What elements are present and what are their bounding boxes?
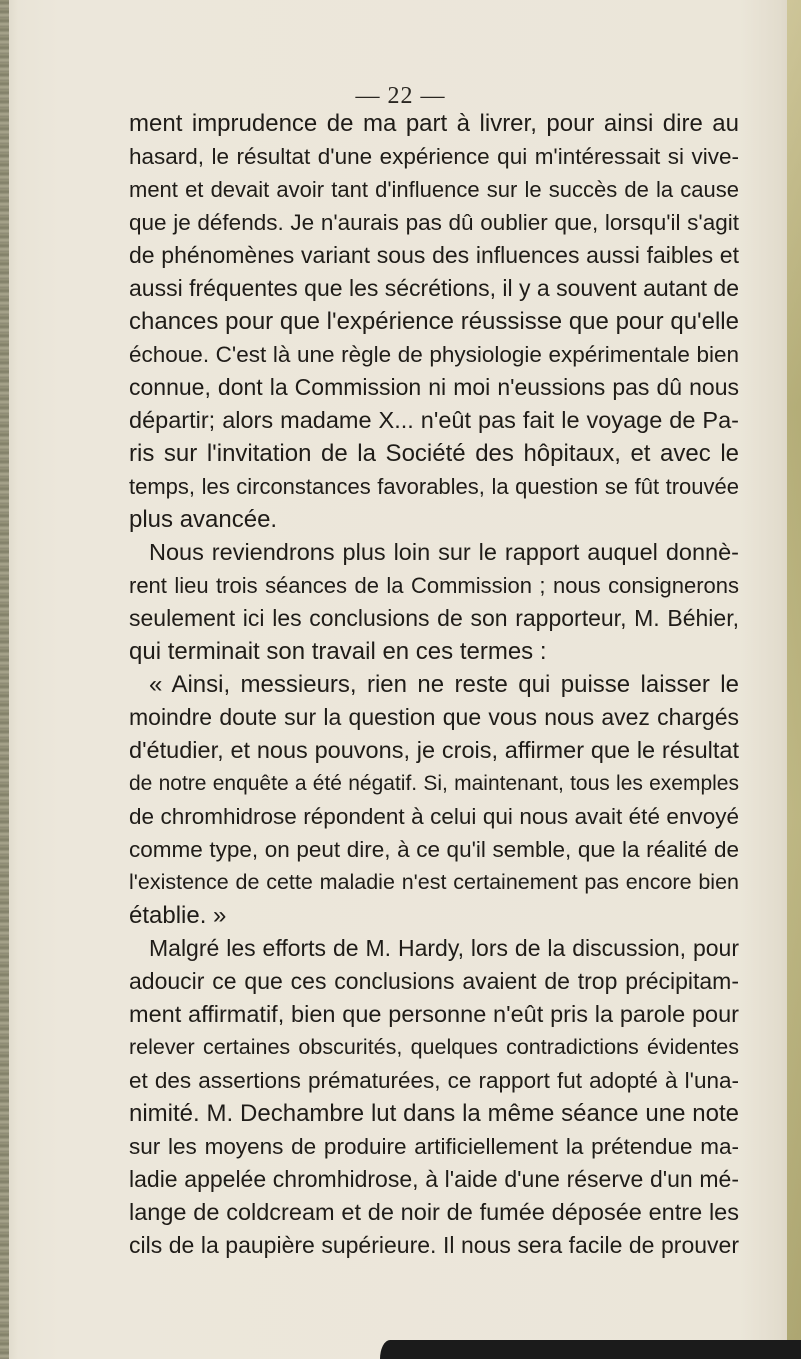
text-line: lange de coldcream et de noir de fumée déposée entre les [129, 1199, 739, 1225]
body-text [129, 107, 739, 1262]
text-line: rent lieu trois séances de la Commission ; nous consignerons [129, 573, 739, 598]
text-line: sur les moyens de produire artificiellement la prétendue ma- [129, 1134, 739, 1159]
text-line: ris sur l'invitation de la Société des hôpitaux, et avec le [129, 440, 739, 467]
text-line: échoue. C'est là une règle de physiologie expérimentale bien [129, 342, 739, 367]
text-line: l'existence de cette maladie n'est certainement pas encore bien [129, 870, 739, 894]
text-line: adoucir ce que ces conclusions avaient de trop précipitam- [129, 968, 739, 994]
text-line: temps, les circonstances favorables, la question se fût trouvée [129, 474, 739, 499]
text-line: « Ainsi, messieurs, rien ne reste qui puisse laisser le [149, 671, 739, 698]
text-line: et des assertions prématurées, ce rapport fut adopté à l'una- [129, 1068, 739, 1093]
text-line: Malgré les efforts de M. Hardy, lors de la discussion, pour [149, 935, 739, 961]
text-line: seulement ici les conclusions de son rapporteur, M. Béhier, [129, 605, 739, 631]
text-line: ment affirmatif, bien que personne n'eût pris la parole pour [129, 1001, 739, 1027]
page-number: — 22 — [355, 83, 446, 109]
text-line: aussi fréquentes que les sécrétions, il y a souvent autant de [129, 275, 739, 301]
text-line: que je défends. Je n'aurais pas dû oublier que, lorsqu'il s'agit [129, 210, 739, 235]
text-line: relever certaines obscurités, quelques contradictions évidentes [129, 1035, 739, 1059]
text-line: de notre enquête a été négatif. Si, maintenant, tous les exemples [129, 772, 739, 795]
text-line: comme type, on peut dire, à ce qu'il semble, que la réalité de [129, 837, 739, 862]
page-left-edge [0, 0, 9, 1359]
text-line: de phénomènes variant sous des influences aussi faibles et [129, 242, 739, 268]
text-line: qui terminait son travail en ces termes : [129, 638, 547, 665]
text-line: départir; alors madame X... n'eût pas fait le voyage de Pa- [129, 407, 739, 433]
text-line: ment et devait avoir tant d'influence sur le succès de la cause [129, 177, 739, 202]
scan-bottom-shadow [380, 1340, 801, 1359]
text-line: ladie appelée chromhidrose, à l'aide d'une réserve d'un mé- [129, 1166, 739, 1192]
text-line: hasard, le résultat d'une expérience qui m'intéressait si vive- [129, 144, 739, 169]
text-line: moindre doute sur la question que vous nous avez chargés [129, 704, 739, 730]
text-line: d'étudier, et nous pouvons, je crois, affirmer que le résultat [129, 737, 739, 763]
text-line: connue, dont la Commission ni moi n'eussions pas dû nous [129, 374, 739, 400]
page-right-edge [787, 0, 801, 1359]
text-line: de chromhidrose répondent à celui qui nous avait été envoyé [129, 804, 739, 829]
text-line: chances pour que l'expérience réussisse que pour qu'elle [129, 308, 739, 335]
text-line: Nous reviendrons plus loin sur le rapport auquel donnè- [149, 539, 739, 565]
text-line: établie. » [129, 902, 227, 929]
text-line: plus avancée. [129, 506, 278, 533]
text-line: nimité. M. Dechambre lut dans la même séance une note [129, 1100, 739, 1127]
text-line: cils de la paupière supérieure. Il nous sera facile de prouver [129, 1232, 739, 1258]
text-line: ment imprudence de ma part à livrer, pour ainsi dire au [129, 110, 739, 137]
